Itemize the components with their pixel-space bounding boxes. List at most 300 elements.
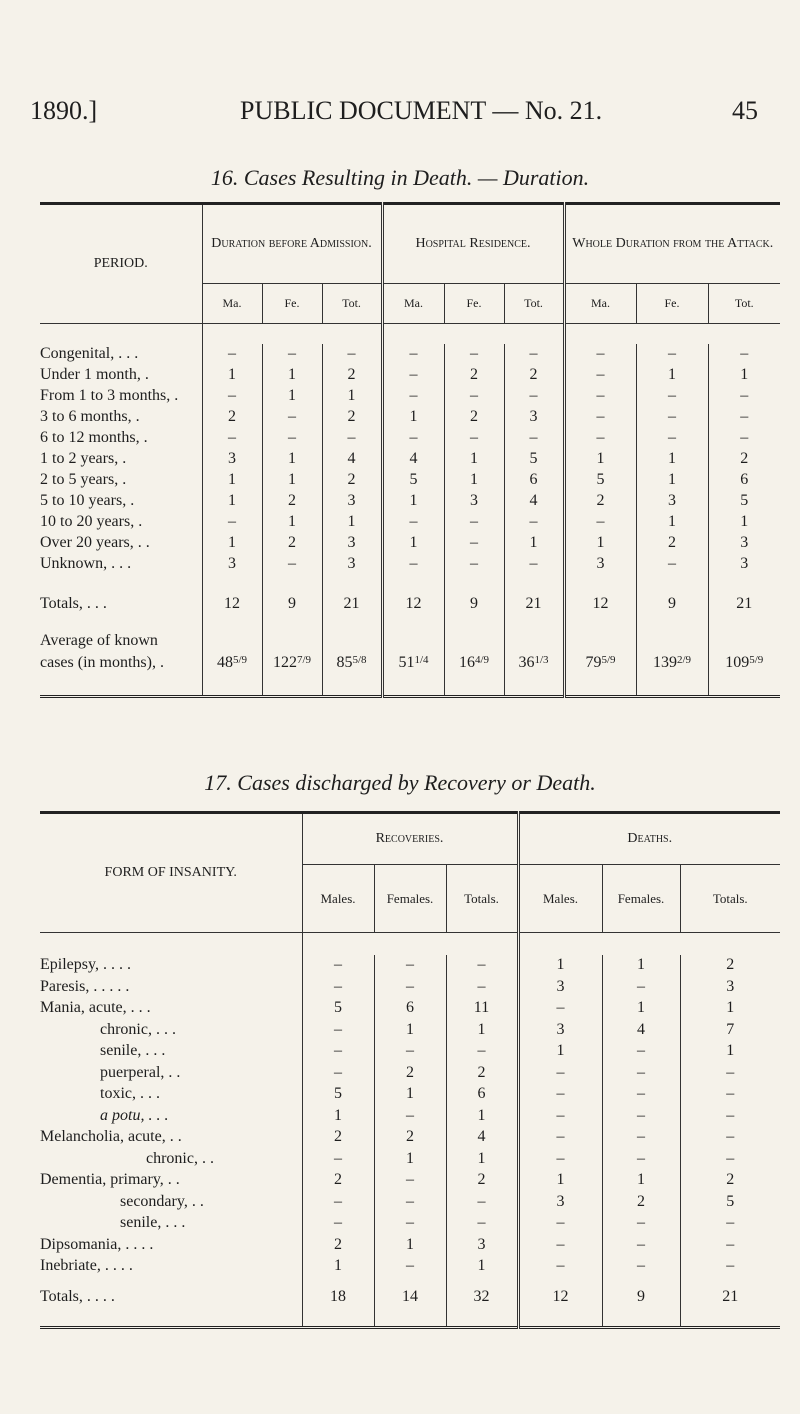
cell-value: 1 — [322, 386, 382, 407]
table-row — [40, 344, 780, 365]
cell-value: 18 — [302, 1285, 374, 1309]
cell-value: 5 — [708, 491, 780, 512]
average-row — [40, 631, 780, 651]
cell-value: – — [262, 428, 322, 449]
cell-value: 1 — [446, 1105, 518, 1127]
header-year: 1890.] — [30, 96, 98, 125]
cell-value: 5 — [302, 1084, 374, 1106]
form-header: FORM OF INSANITY. — [104, 865, 237, 880]
cell-value: – — [564, 386, 636, 407]
average-fraction: 5/8 — [352, 653, 367, 666]
average-value — [262, 651, 322, 675]
cell-value: – — [708, 344, 780, 365]
average-value — [636, 651, 708, 675]
cell-value: 4 — [504, 491, 564, 512]
column-subheader: Ma. — [202, 284, 262, 324]
cell-value: – — [444, 533, 504, 554]
cell-value: 3 — [636, 491, 708, 512]
cell-value: 12 — [564, 591, 636, 617]
column-subheader: Females. — [602, 865, 680, 933]
cell-value: 2 — [444, 365, 504, 386]
cell-value: 1 — [374, 1148, 446, 1170]
cell-value: – — [322, 428, 382, 449]
row-label: Unknown, . . . — [40, 555, 132, 572]
totals-row — [40, 1285, 780, 1309]
cell-value: 1 — [262, 470, 322, 491]
cell-value: – — [602, 1256, 680, 1278]
cell-value: 1 — [602, 955, 680, 977]
cell-value: – — [504, 428, 564, 449]
cell-value: 3 — [518, 1191, 602, 1213]
cell-value: – — [518, 1256, 602, 1278]
cell-value: – — [636, 386, 708, 407]
column-subheader: Fe. — [444, 284, 504, 324]
cell-value: – — [602, 1234, 680, 1256]
column-subheader: Females. — [374, 865, 446, 933]
cell-value: – — [680, 1213, 780, 1235]
table-row — [40, 407, 780, 428]
column-subheader: Totals. — [680, 865, 780, 933]
cell-value: 2 — [262, 491, 322, 512]
cell-value: – — [504, 554, 564, 575]
cell-value: – — [444, 428, 504, 449]
cell-value: 1 — [262, 386, 322, 407]
row-label: From 1 to 3 months, . — [40, 387, 179, 404]
average-whole: 16 — [458, 653, 475, 671]
cell-value: – — [444, 386, 504, 407]
cell-value: – — [374, 955, 446, 977]
table-row — [40, 1041, 780, 1063]
cell-value: 2 — [322, 365, 382, 386]
average-value — [708, 651, 780, 675]
average-fraction: 5/9 — [601, 653, 616, 666]
cell-value: – — [322, 344, 382, 365]
table-row — [40, 449, 780, 470]
cell-value: 1 — [602, 1170, 680, 1192]
row-label: 2 to 5 years, . — [40, 471, 127, 488]
row-label: Congenital, . . . — [40, 345, 139, 362]
cell-value: 1 — [564, 533, 636, 554]
cell-value: 1 — [262, 365, 322, 386]
cell-value: – — [564, 407, 636, 428]
row-label: 1 to 2 years, . — [40, 450, 127, 467]
cell-value: 3 — [322, 491, 382, 512]
row-label: Epilepsy, . . . . — [40, 956, 131, 974]
cell-value: – — [302, 1041, 374, 1063]
cell-value: – — [518, 998, 602, 1020]
row-label: Over 20 years, . . — [40, 534, 150, 551]
cell-value: 3 — [202, 554, 262, 575]
period-header: PERIOD. — [93, 256, 148, 271]
average-value — [444, 651, 504, 675]
row-label: 10 to 20 years, . — [40, 513, 143, 530]
cell-value: – — [262, 554, 322, 575]
group-header: Duration before Admission. — [202, 204, 382, 284]
cell-value: 3 — [680, 976, 780, 998]
cell-value: 2 — [564, 491, 636, 512]
cell-value: 3 — [202, 449, 262, 470]
cell-value: – — [374, 1170, 446, 1192]
cell-value: 2 — [374, 1062, 446, 1084]
cell-value: 1 — [518, 1170, 602, 1192]
row-label: Melancholia, acute, . . — [40, 1128, 182, 1146]
group-header: Whole Duration from the Attack. — [564, 204, 780, 284]
cell-value: – — [302, 1213, 374, 1235]
cell-value: – — [382, 554, 444, 575]
cell-value: – — [302, 1019, 374, 1041]
column-subheader: Males. — [518, 865, 602, 933]
row-label: Inebriate, . . . . — [40, 1257, 133, 1275]
cell-value: 1 — [602, 998, 680, 1020]
cell-value: – — [374, 976, 446, 998]
row-label: 5 to 10 years, . — [40, 492, 135, 509]
average-whole: 139 — [652, 653, 677, 671]
cell-value: 1 — [202, 365, 262, 386]
table-row — [40, 1105, 780, 1127]
cell-value: 5 — [382, 470, 444, 491]
cell-value: – — [202, 386, 262, 407]
column-subheader: Totals. — [446, 865, 518, 933]
cell-value: 2 — [302, 1170, 374, 1192]
cell-value: 4 — [446, 1127, 518, 1149]
average-fraction: 5/9 — [749, 653, 764, 666]
cell-value: 3 — [504, 407, 564, 428]
cell-value: 2 — [322, 407, 382, 428]
table-row — [40, 491, 780, 512]
average-whole: 79 — [585, 653, 602, 671]
cell-value: 1 — [636, 512, 708, 533]
cell-value: 2 — [444, 407, 504, 428]
average-whole: 36 — [518, 653, 535, 671]
cell-value: – — [374, 1105, 446, 1127]
cell-value: 4 — [602, 1019, 680, 1041]
cell-value: 1 — [708, 512, 780, 533]
cell-value: – — [602, 1041, 680, 1063]
cell-value: 2 — [302, 1127, 374, 1149]
cell-value: – — [444, 344, 504, 365]
page-header — [0, 96, 800, 136]
cell-value: 4 — [322, 449, 382, 470]
cell-value: – — [382, 428, 444, 449]
row-label: toxic, . . . — [100, 1085, 160, 1103]
cell-value: – — [518, 1127, 602, 1149]
cell-value: – — [374, 1213, 446, 1235]
cell-value: – — [382, 386, 444, 407]
average-whole: 85 — [336, 653, 353, 671]
cell-value: – — [602, 1084, 680, 1106]
cell-value: – — [518, 1148, 602, 1170]
cell-value: 2 — [302, 1234, 374, 1256]
cell-value: – — [374, 1041, 446, 1063]
cell-value: 2 — [602, 1191, 680, 1213]
cell-value: 2 — [636, 533, 708, 554]
cell-value: – — [518, 1084, 602, 1106]
column-subheader: Tot. — [708, 284, 780, 324]
table-row — [40, 512, 780, 533]
cell-value: 6 — [446, 1084, 518, 1106]
table-row — [40, 1084, 780, 1106]
table-row — [40, 976, 780, 998]
cell-value: 1 — [202, 470, 262, 491]
cell-value: 1 — [518, 955, 602, 977]
cell-value: 1 — [444, 449, 504, 470]
cell-value: 21 — [322, 591, 382, 617]
cell-value: 12 — [382, 591, 444, 617]
row-label: Dipsomania, . . . . — [40, 1235, 154, 1253]
table-row — [40, 1191, 780, 1213]
cell-value: – — [602, 1213, 680, 1235]
cell-value: – — [302, 1191, 374, 1213]
cell-value: 1 — [382, 407, 444, 428]
cell-value: 3 — [708, 533, 780, 554]
cell-value: 6 — [708, 470, 780, 491]
cell-value: 1 — [382, 533, 444, 554]
cell-value: – — [382, 512, 444, 533]
table-row — [40, 470, 780, 491]
cell-value: – — [636, 407, 708, 428]
page-number: 45 — [732, 96, 758, 125]
cell-value: – — [708, 386, 780, 407]
cell-value: – — [504, 344, 564, 365]
cell-value: 1 — [446, 1256, 518, 1278]
row-label: senile, . . . — [120, 1214, 186, 1232]
cell-value: – — [302, 976, 374, 998]
cell-value: – — [564, 365, 636, 386]
group-header: Deaths. — [518, 813, 780, 865]
cell-value: 3 — [518, 976, 602, 998]
row-label: a potu, . . . — [100, 1106, 169, 1124]
row-label: Totals, . . . — [40, 594, 107, 612]
table-row — [40, 1170, 780, 1192]
table-row — [40, 1019, 780, 1041]
cell-value: 21 — [504, 591, 564, 617]
cell-value: – — [680, 1084, 780, 1106]
row-label: chronic, . . — [146, 1149, 214, 1167]
cell-value: 3 — [446, 1234, 518, 1256]
cell-value: 2 — [446, 1062, 518, 1084]
row-label: 6 to 12 months, . — [40, 429, 148, 446]
table-row — [40, 533, 780, 554]
cell-value: 4 — [382, 449, 444, 470]
cell-value: 9 — [636, 591, 708, 617]
cell-value: – — [446, 976, 518, 998]
average-label: Average of known — [40, 631, 158, 649]
cell-value: – — [518, 1234, 602, 1256]
cell-value: – — [302, 955, 374, 977]
cell-value: – — [564, 428, 636, 449]
cell-value: – — [374, 1191, 446, 1213]
cell-value: – — [444, 554, 504, 575]
cell-value: 1 — [374, 1019, 446, 1041]
cell-value: 9 — [262, 591, 322, 617]
cell-value: 6 — [374, 998, 446, 1020]
row-label: secondary, . . — [120, 1192, 204, 1210]
row-label: Totals, . . . . — [40, 1288, 115, 1305]
cell-value: 32 — [446, 1285, 518, 1309]
cell-value: – — [602, 1105, 680, 1127]
cell-value: 14 — [374, 1285, 446, 1309]
cell-value: 1 — [680, 998, 780, 1020]
average-fraction: 2/9 — [676, 653, 692, 666]
cell-value: 6 — [504, 470, 564, 491]
cell-value: – — [636, 428, 708, 449]
table17-title: 17. Cases discharged by Recovery or Death. — [204, 770, 596, 795]
average-fraction: 4/9 — [474, 653, 490, 666]
table-16 — [40, 202, 780, 698]
cell-value: 2 — [504, 365, 564, 386]
row-label: chronic, . . . — [100, 1020, 176, 1038]
average-fraction: 5/9 — [232, 653, 248, 666]
cell-value: – — [446, 955, 518, 977]
column-subheader: Ma. — [382, 284, 444, 324]
row-label: Mania, acute, . . . — [40, 999, 151, 1017]
cell-value: – — [446, 1041, 518, 1063]
cell-value: 21 — [680, 1285, 780, 1309]
cell-value: – — [518, 1213, 602, 1235]
cell-value: – — [602, 1127, 680, 1149]
cell-value: 1 — [518, 1041, 602, 1063]
row-label: Under 1 month, . — [40, 366, 149, 383]
cell-value: 1 — [202, 491, 262, 512]
cell-value: 3 — [564, 554, 636, 575]
cell-value: – — [504, 386, 564, 407]
cell-value: 1 — [382, 491, 444, 512]
cell-value: 1 — [636, 365, 708, 386]
cell-value: 1 — [564, 449, 636, 470]
cell-value: – — [382, 365, 444, 386]
average-value — [202, 651, 262, 675]
table-row — [40, 1213, 780, 1235]
table-row — [40, 554, 780, 575]
table16-title: 16. Cases Resulting in Death. — Duration. — [210, 165, 590, 190]
cell-value: – — [708, 407, 780, 428]
table-17 — [40, 811, 780, 1329]
row-label: 3 to 6 months, . — [40, 408, 140, 425]
average-fraction: 7/9 — [296, 653, 312, 666]
cell-value: 2 — [680, 955, 780, 977]
cell-value: 1 — [302, 1256, 374, 1278]
cell-value: 9 — [444, 591, 504, 617]
cell-value: 2 — [262, 533, 322, 554]
cell-value: – — [602, 976, 680, 998]
cell-value: 1 — [262, 512, 322, 533]
totals-row — [40, 591, 780, 617]
cell-value: 3 — [708, 554, 780, 575]
cell-value: 5 — [504, 449, 564, 470]
cell-value: 12 — [202, 591, 262, 617]
column-subheader: Males. — [302, 865, 374, 933]
average-fraction: 1/4 — [414, 653, 429, 666]
cell-value: – — [444, 512, 504, 533]
table-row — [40, 1148, 780, 1170]
cell-value: – — [446, 1191, 518, 1213]
group-header: Hospital Residence. — [382, 204, 564, 284]
cell-value: – — [262, 344, 322, 365]
average-value — [564, 651, 636, 675]
table-row — [40, 955, 780, 977]
cell-value: 2 — [446, 1170, 518, 1192]
cell-value: 3 — [322, 533, 382, 554]
cell-value: 7 — [680, 1019, 780, 1041]
cell-value: – — [202, 344, 262, 365]
average-label: cases (in months), . — [40, 653, 164, 671]
cell-value: – — [680, 1148, 780, 1170]
average-whole: 122 — [272, 653, 297, 671]
table-row — [40, 428, 780, 449]
cell-value: – — [518, 1105, 602, 1127]
cell-value: – — [302, 1062, 374, 1084]
cell-value: 3 — [322, 554, 382, 575]
average-whole: 109 — [725, 653, 750, 671]
cell-value: – — [636, 344, 708, 365]
cell-value: 1 — [444, 470, 504, 491]
row-label: senile, . . . — [100, 1042, 166, 1060]
table-row — [40, 365, 780, 386]
cell-value: 5 — [564, 470, 636, 491]
cell-value: 3 — [518, 1019, 602, 1041]
cell-value: 9 — [602, 1285, 680, 1309]
cell-value: 3 — [444, 491, 504, 512]
column-subheader: Tot. — [504, 284, 564, 324]
table-row — [40, 1256, 780, 1278]
cell-value: – — [708, 428, 780, 449]
column-subheader: Ma. — [564, 284, 636, 324]
table-row — [40, 386, 780, 407]
cell-value: 1 — [504, 533, 564, 554]
cell-value: 1 — [302, 1105, 374, 1127]
average-value — [504, 651, 564, 675]
cell-value: 5 — [680, 1191, 780, 1213]
average-value — [382, 651, 444, 675]
average-whole: 48 — [216, 653, 233, 671]
cell-value: 1 — [636, 470, 708, 491]
cell-value: 11 — [446, 998, 518, 1020]
cell-value: 2 — [322, 470, 382, 491]
cell-value: 1 — [708, 365, 780, 386]
header-title: PUBLIC DOCUMENT — No. 21. — [240, 96, 603, 125]
cell-value: – — [374, 1256, 446, 1278]
cell-value: – — [446, 1213, 518, 1235]
cell-value: – — [680, 1127, 780, 1149]
average-whole: 51 — [398, 653, 415, 671]
cell-value: – — [680, 1234, 780, 1256]
average-fraction: 1/3 — [534, 653, 549, 666]
row-label: Dementia, primary, . . — [40, 1171, 180, 1189]
cell-value: 1 — [446, 1148, 518, 1170]
cell-value: – — [680, 1105, 780, 1127]
cell-value: 1 — [446, 1019, 518, 1041]
cell-value: 2 — [374, 1127, 446, 1149]
cell-value: 1 — [262, 449, 322, 470]
cell-value: 1 — [322, 512, 382, 533]
row-label: Paresis, . . . . . — [40, 977, 130, 995]
cell-value: 1 — [202, 533, 262, 554]
table-row — [40, 998, 780, 1020]
cell-value: – — [602, 1148, 680, 1170]
cell-value: 1 — [374, 1084, 446, 1106]
column-subheader: Fe. — [262, 284, 322, 324]
cell-value: – — [636, 554, 708, 575]
cell-value: 5 — [302, 998, 374, 1020]
column-subheader: Tot. — [322, 284, 382, 324]
cell-value: 2 — [202, 407, 262, 428]
cell-value: – — [262, 407, 322, 428]
cell-value: 12 — [518, 1285, 602, 1309]
cell-value: 2 — [708, 449, 780, 470]
column-subheader: Fe. — [636, 284, 708, 324]
cell-value: – — [518, 1062, 602, 1084]
cell-value: 2 — [680, 1170, 780, 1192]
